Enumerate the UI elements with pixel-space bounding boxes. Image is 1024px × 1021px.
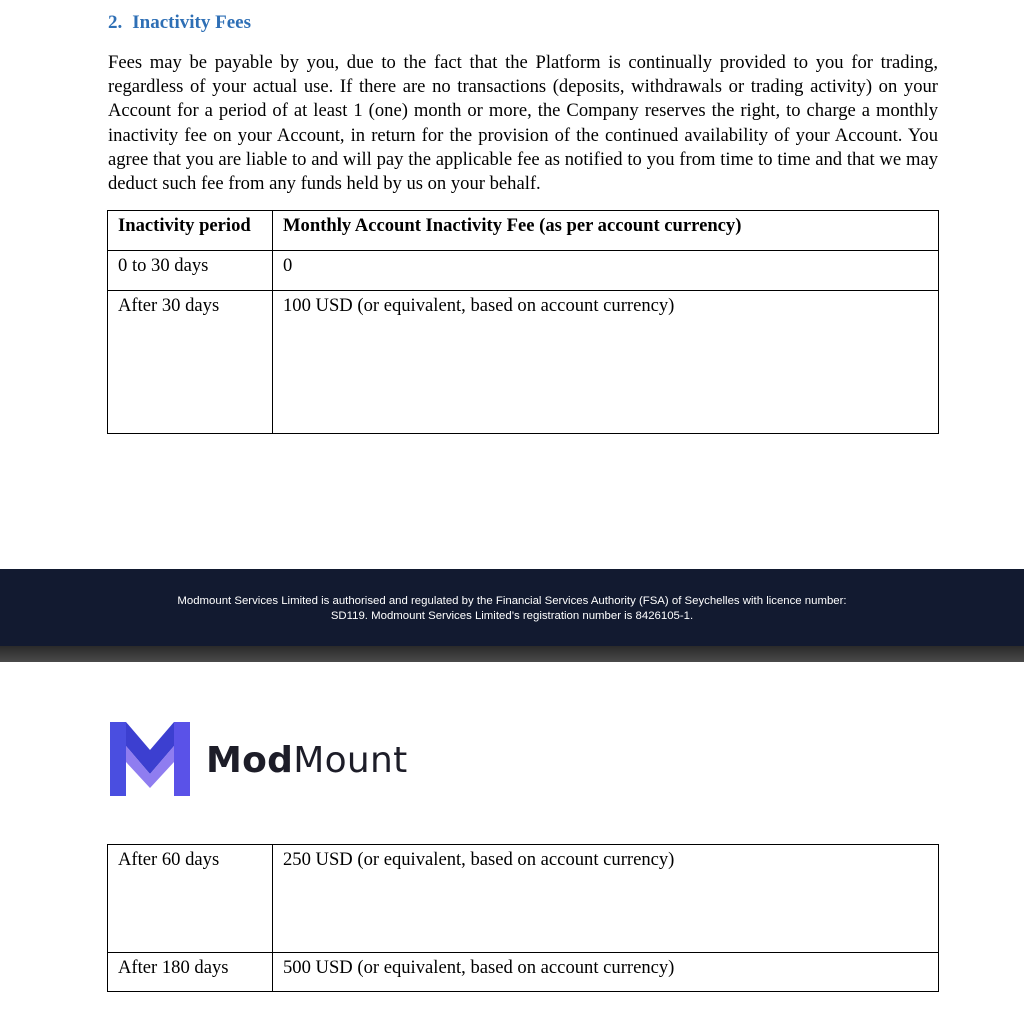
section-number: 2. — [108, 12, 123, 33]
period-cell: After 30 days — [108, 291, 273, 434]
fee-cell: 250 USD (or equivalent, based on account currency) — [273, 845, 939, 953]
header-inactivity-period: Inactivity period — [108, 211, 273, 251]
modmount-m-logo-icon — [110, 722, 190, 796]
table-row — [108, 291, 939, 434]
section-heading — [108, 12, 251, 34]
inactivity-fee-table — [107, 210, 939, 434]
regulatory-footer — [0, 569, 1024, 646]
section-title: Inactivity Fees — [132, 12, 251, 33]
table-header-row — [108, 211, 939, 251]
fee-cell: 500 USD (or equivalent, based on account currency) — [273, 953, 939, 992]
table-row — [108, 953, 939, 992]
header-monthly-fee: Monthly Account Inactivity Fee (as per account currency) — [273, 211, 939, 251]
brand-regular: Mount — [293, 740, 408, 781]
table-row — [108, 251, 939, 291]
footer-line-2: SD119. Modmount Services Limited’s registration number is 8426105-1. — [330, 610, 694, 622]
period-cell: After 60 days — [108, 845, 273, 953]
brand-bold: Mod — [206, 740, 294, 781]
footer-line-1: Modmount Services Limited is authorised and regulated by the Financial Services Authority (FSA) of Seychelles with licence number: — [177, 595, 847, 607]
inactivity-fee-table-continued — [107, 844, 939, 992]
page-break-shadow — [0, 646, 1024, 662]
period-cell: After 180 days — [108, 953, 273, 992]
fee-cell: 0 — [273, 251, 939, 291]
fee-cell: 100 USD (or equivalent, based on account currency) — [273, 291, 939, 434]
period-cell: 0 to 30 days — [108, 251, 273, 291]
brand-name — [206, 740, 408, 781]
table-row — [108, 845, 939, 953]
section-paragraph: Fees may be payable by you, due to the fact that the Platform is continually provided to you for trading, regardless of your actual use. If there are no transactions (deposits, withdrawals or trading activity) on your Account for a period of at least 1 (one) month or more, the Company reserves the right, to charge a monthly inactivity fee on your Account, in return for the provision of the continued availability of your Account. You agree that you are liable to and will pay the applicable fee as notified to you from time to time and that we may deduct such fee from any funds held by us on your behalf. — [108, 52, 938, 195]
